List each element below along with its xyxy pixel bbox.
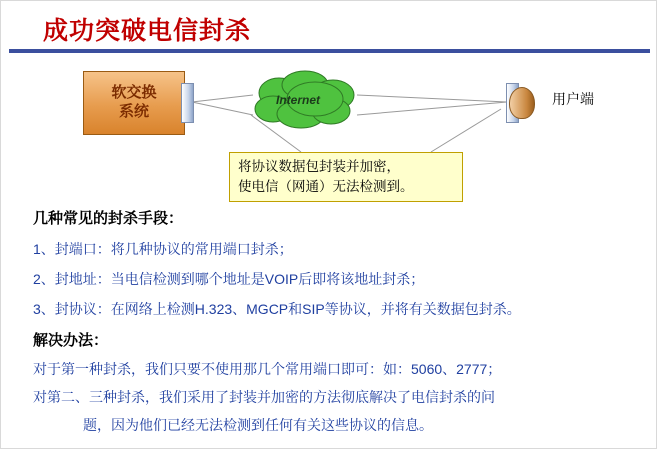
solution-heading: 解决办法： xyxy=(33,332,109,349)
method-item-1: 1、封端口：将几种协议的常用端口封杀； xyxy=(33,241,293,257)
internet-label: Internet xyxy=(276,93,321,107)
method-item-2: 2、封地址：当电信检测到哪个地址是VOIP后即将该地址封杀； xyxy=(33,271,425,287)
title-divider xyxy=(9,49,650,53)
callout-line-2: 使电信（网通）无法检测到。 xyxy=(238,178,414,194)
method-item-3: 3、封协议：在网络上检测H.323、MGCP和SIP等协议，并将有关数据包封杀。 xyxy=(33,301,521,317)
client-device-icon xyxy=(509,87,535,119)
softswitch-node xyxy=(83,71,185,135)
solution-paragraph-2: 对第二、三种封杀，我们采用了封装并加密的方法彻底解决了电信封杀的问 xyxy=(33,389,495,405)
solution-paragraph-1: 对于第一种封杀，我们只要不使用那几个常用端口即可：如：5060、2777； xyxy=(33,361,502,377)
methods-heading: 几种常见的封杀手段： xyxy=(33,210,184,227)
client-label: 用户端 xyxy=(552,91,594,107)
callout-line-1: 将协议数据包封装并加密， xyxy=(238,159,400,174)
page-title: 成功突破电信封杀 xyxy=(43,17,252,45)
softswitch-label-line2: 系统 xyxy=(118,103,149,120)
solution-paragraph-3: 题，因为他们已经无法检测到任何有关这些协议的信息。 xyxy=(83,417,433,433)
softswitch-label-line1: 软交换 xyxy=(111,84,157,102)
encryption-callout xyxy=(229,152,463,202)
softswitch-port-icon xyxy=(181,83,194,123)
